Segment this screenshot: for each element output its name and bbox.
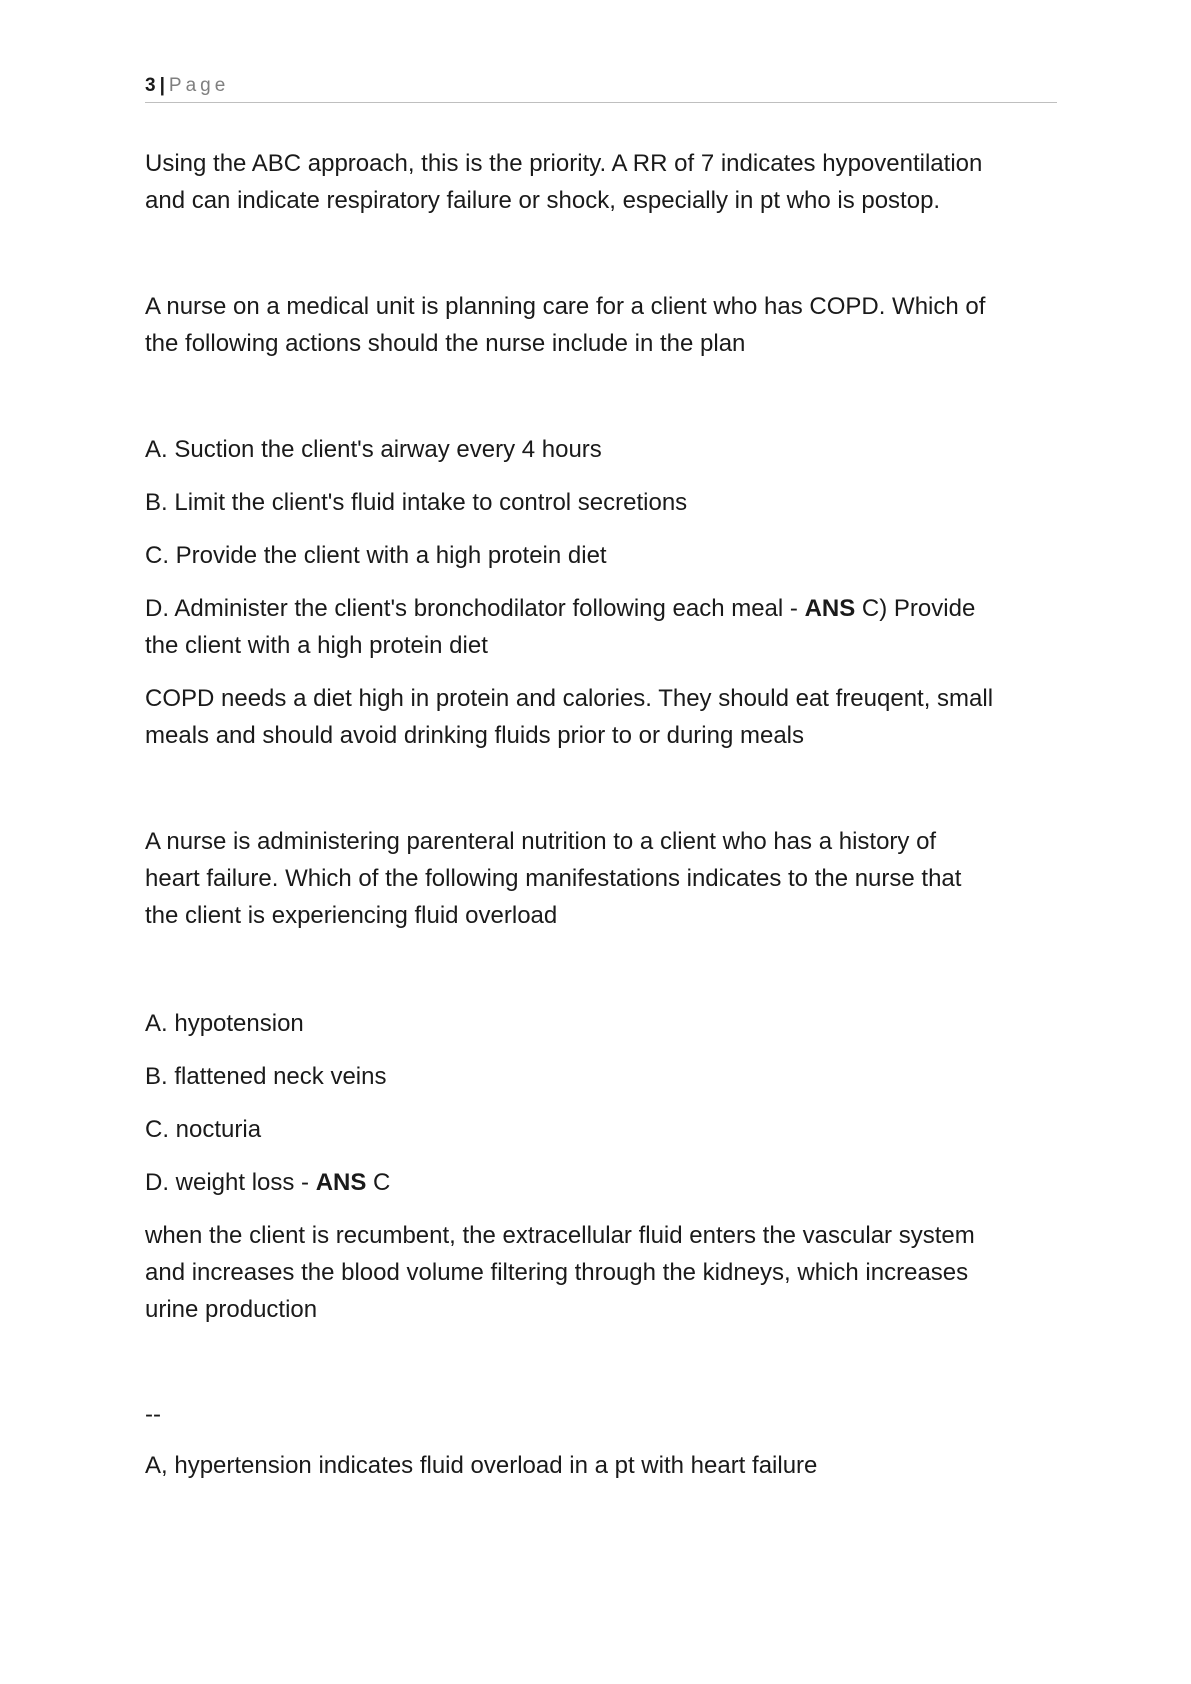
q2-stem-line-2: heart failure. Which of the following manifestations indicates to the nurse that (145, 865, 962, 892)
q1-rationale-line-1: COPD needs a diet high in protein and calories. They should eat freuqent, small (145, 685, 994, 712)
q1-rationale (145, 680, 993, 754)
intro-paragraph (145, 145, 982, 219)
intro-line-2: and can indicate respiratory failure or shock, especially in pt who is postop. (145, 187, 941, 214)
q2-answer: C (366, 1169, 391, 1196)
q2-ans-label: ANS (315, 1169, 367, 1196)
q1-rationale-line-2: meals and should avoid drinking fluids prior to or during meals (145, 722, 805, 749)
page-word: Page (168, 75, 230, 96)
page-number: 3 (145, 75, 156, 96)
header-separator: | (159, 75, 165, 96)
q2-rationale (145, 1217, 975, 1328)
q2-note: A, hypertension indicates fluid overload in a pt with heart failure (145, 1452, 818, 1479)
q1-answer-part-2: the client with a high protein diet (145, 632, 488, 659)
q1-option-d: D. Administer the client's bronchodilator following each meal - (145, 595, 805, 622)
q1-answer-part-1: C) Provide (855, 595, 976, 622)
q2-option-b: B. flattened neck veins (145, 1063, 387, 1090)
q2-option-c: C. nocturia (145, 1116, 262, 1143)
q1-stem-line-1: A nurse on a medical unit is planning care for a client who has COPD. Which of (145, 293, 986, 320)
q1-ans-label: ANS (804, 595, 856, 622)
q2-rationale-line-1: when the client is recumbent, the extracellular fluid enters the vascular system (145, 1222, 975, 1249)
q2-stem-line-3: the client is experiencing fluid overload (145, 902, 558, 929)
q1-stem-line-2: the following actions should the nurse include in the plan (145, 330, 746, 357)
q1-option-a: A. Suction the client's airway every 4 hours (145, 436, 602, 463)
q2-stem-line-1: A nurse is administering parenteral nutrition to a client who has a history of (145, 828, 937, 855)
question-2-stem (145, 823, 961, 934)
page-header (145, 72, 1057, 103)
q1-option-d-with-answer (145, 590, 975, 664)
q1-option-c: C. Provide the client with a high protein diet (145, 542, 607, 569)
question-1-stem (145, 288, 985, 362)
intro-line-1: Using the ABC approach, this is the priority. A RR of 7 indicates hypoventilation (145, 150, 983, 177)
q2-option-a: A. hypotension (145, 1010, 304, 1037)
q2-rationale-line-3: urine production (145, 1296, 318, 1323)
q2-option-d-with-answer (145, 1164, 390, 1201)
q2-divider: -- (145, 1401, 161, 1428)
q1-option-b: B. Limit the client's fluid intake to control secretions (145, 489, 688, 516)
q2-option-d: D. weight loss - (145, 1169, 316, 1196)
q2-rationale-line-2: and increases the blood volume filtering through the kidneys, which increases (145, 1259, 969, 1286)
